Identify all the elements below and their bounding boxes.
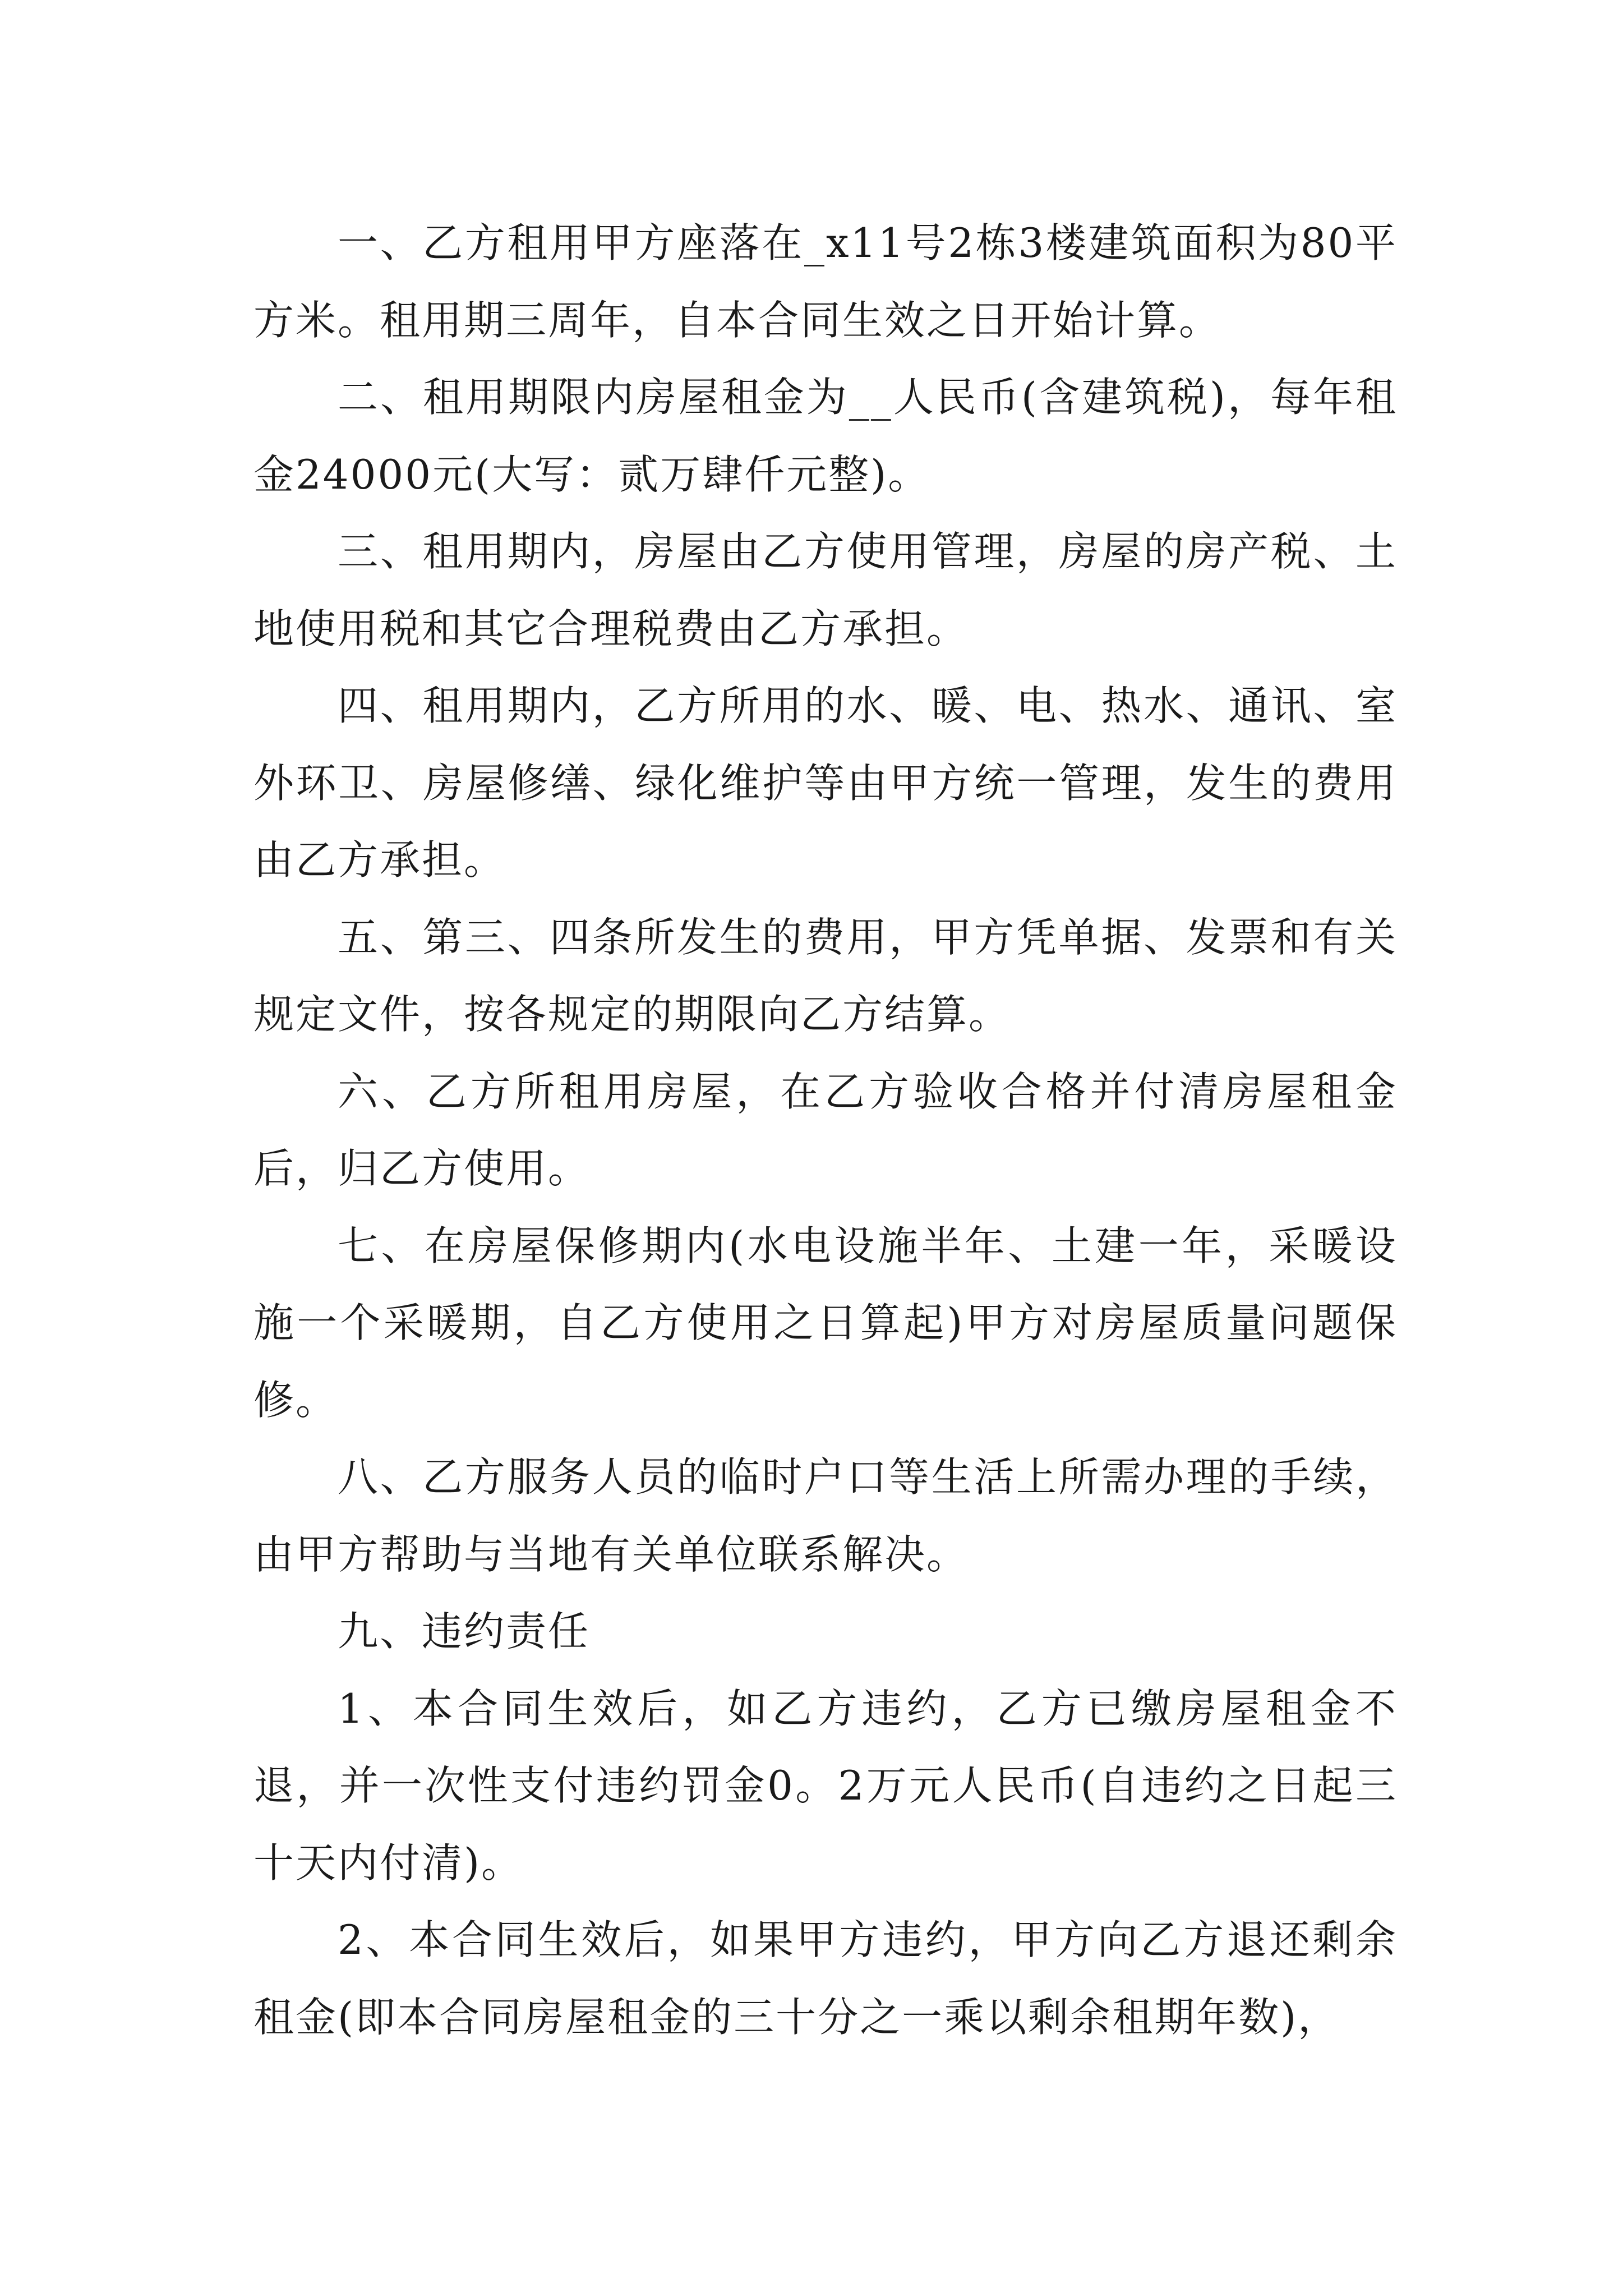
clause-8-paragraph: 八、乙方服务人员的临时户口等生活上所需办理的手续，由甲方帮助与当地有关单位联系解决。 [253, 1453, 1398, 1578]
clause-5-paragraph: 五、第三、四条所发生的费用，甲方凭单据、发票和有关规定文件，按各规定的期限向乙方结算。 [253, 913, 1398, 1038]
clause-3-paragraph: 三、租用期内，房屋由乙方使用管理，房屋的房产税、土地使用税和其它合理税费由乙方承担。 [253, 528, 1398, 652]
clause-2-paragraph: 二、租用期限内房屋租金为__人民币(含建筑税)，每年租金24000元(大写：贰万肆仟元整)。 [253, 374, 1398, 498]
clause-9-heading: 九、违约责任 [338, 1608, 591, 1655]
clause-4-paragraph: 四、租用期内，乙方所用的水、暖、电、热水、通讯、室外环卫、房屋修缮、绿化维护等由甲方统一管理，发生的费用由乙方承担。 [253, 682, 1398, 884]
clause-9-item-1-paragraph: 1、本合同生效后，如乙方违约，乙方已缴房屋租金不退，并一次性支付违约罚金0。2万元人民币(自违约之日起三十天内付清)。 [253, 1685, 1398, 1887]
clause-9-item-2-paragraph: 2、本合同生效后，如果甲方违约，甲方向乙方退还剩余租金(即本合同房屋租金的三十分之一乘以剩余租期年数)， [253, 1916, 1398, 2041]
clause-1-paragraph: 一、乙方租用甲方座落在_x11号2栋3楼建筑面积为80平方米。租用期三周年，自本合同生效之日开始计算。 [253, 219, 1398, 344]
document-body [253, 205, 1398, 2056]
clause-6-paragraph: 六、乙方所租用房屋，在乙方验收合格并付清房屋租金后，归乙方使用。 [253, 1068, 1398, 1192]
clause-7-paragraph: 七、在房屋保修期内(水电设施半年、土建一年，采暖设施一个采暖期，自乙方使用之日算起)甲方对房屋质量问题保修。 [253, 1222, 1398, 1424]
